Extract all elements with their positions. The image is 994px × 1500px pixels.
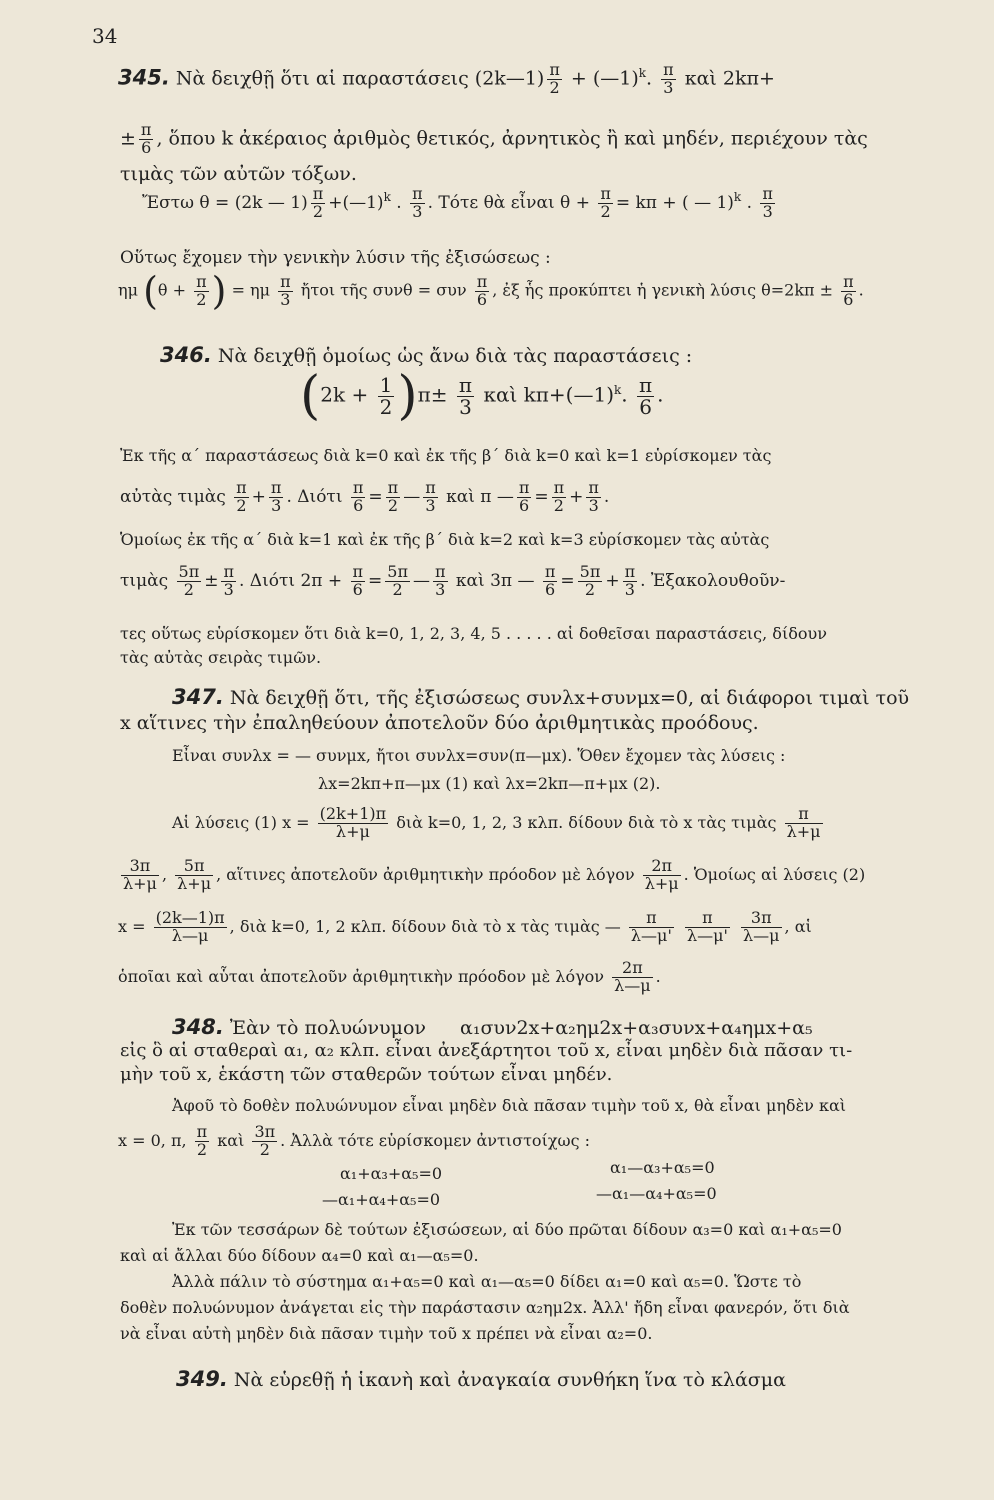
problem-348-line-8: Ἐκ τῶν τεσσάρων δὲ τούτων ἐξισώσεων, αἱ δύο πρῶται δίδουν α₃=0 καὶ α₁+α₅=0 — [172, 1220, 842, 1239]
problem-345-line-2: ± $\frac{\pi}{6}$ , ὅπου k ἀκέραιος ἀριθμὸς θετικός, ἀρνητικὸς ἢ καὶ μηδέν, περιέχουν τὰς — [120, 120, 868, 157]
problem-347-line-3: Εἶναι συνλx = — συνμx, ἤτοι συνλx=συν(π—μx). Ὅθεν ἔχομεν τὰς λύσεις : — [172, 746, 786, 765]
problem-346-line-3: Ἐκ τῆς α΄ παραστάσεως διὰ k=0 καὶ ἐκ τῆς β΄ διὰ k=0 καὶ k=1 εὑρίσκομεν τὰς — [120, 446, 772, 465]
problem-345-line-1: 345. Νὰ δειχθῇ ὅτι αἱ παραστάσεις (2k—1) $\frac{\pi}{2}$ + (—1)$^k$. $\frac{\pi}{3}$ καὶ 2kπ+ — [118, 60, 775, 97]
problem-347-line-4: λx=2kπ+π—μx (1) καὶ λx=2kπ—π+μx (2). — [318, 774, 661, 793]
problem-346-line-1: 346. Νὰ δειχθῇ ὁμοίως ὡς ἄνω διὰ τὰς παραστάσεις : — [160, 343, 693, 367]
problem-348-line-4: Ἀφοῦ τὸ δοθὲν πολυώνυμον εἶναι μηδὲν διὰ πᾶσαν τιμὴν τοῦ x, θὰ εἶναι μηδὲν καὶ — [172, 1096, 847, 1115]
problem-348-line-2: εἰς ὃ αἱ σταθεραὶ α₁, α₂ κλπ. εἶναι ἀνεξάρτητοι τοῦ x, εἶναι μηδὲν διὰ πᾶσαν τι- — [120, 1040, 853, 1061]
problem-number-345: 345. — [118, 65, 170, 90]
problem-348-line-9: καὶ αἱ ἄλλαι δύο δίδουν α₄=0 καὶ α₁—α₅=0. — [120, 1246, 479, 1265]
problem-346-formula: (2k + $\frac{1}{2}$ )π± $\frac{\pi}{3}$ καὶ kπ+(—1)$^k$. $\frac{\pi}{6}$ . — [300, 366, 664, 426]
problem-347-line-7: x = $\frac{(2k—1)\pi}{\lambda—\mu}$ , διὰ k=0, 1, 2 κλπ. δίδουν διὰ τὸ x τὰς τιμὰς — $\frac{\pi}{\lambda—\mu'}$ $\frac{\pi}{\lambda—\mu'}$ $\frac{3\pi}{\lambda—\mu}$ , αἱ — [118, 908, 812, 945]
problem-346-line-5: Ὁμοίως ἐκ τῆς α΄ διὰ k=1 καὶ ἐκ τῆς β΄ διὰ k=2 καὶ k=3 εὑρίσκομεν τὰς αὐτὰς — [120, 530, 770, 549]
problem-number-347: 347. — [172, 685, 224, 709]
problem-346-line-4: αὐτὰς τιμὰς $\frac{\pi}{2}$ + $\frac{\pi}{3}$ . Διότι $\frac{\pi}{6}$ = $\frac{\pi}{2}$ — $\frac{\pi}{3}$ καὶ π — $\frac{\pi}{6}$ = $\frac{\pi}{2}$ + $\frac{\pi}{3}$ . — [120, 478, 610, 515]
problem-345-line-5: Οὕτως ἔχομεν τὴν γενικὴν λύσιν τῆς ἐξισώσεως : — [120, 248, 551, 268]
problem-347-line-1: 347. Νὰ δειχθῇ ὅτι, τῆς ἐξισώσεως συνλx+συνμx=0, αἱ διάφοροι τιμαὶ τοῦ — [172, 685, 910, 709]
problem-349-line-1: 349. Νὰ εὑρεθῇ ἡ ἱκανὴ καὶ ἀναγκαία συνθήκη ἵνα τὸ κλάσμα — [176, 1367, 786, 1391]
problem-345-line-3: τιμὰς τῶν αὐτῶν τόξων. — [120, 163, 357, 185]
problem-345-line-4: Ἔστω θ = (2k — 1) $\frac{\pi}{2}$ +(—1)$^k$ . $\frac{\pi}{3}$ . Τότε θὰ εἶναι θ + $\frac{\pi}{2}$ = kπ + ( — 1)$^k$ . $\frac{\pi}{3}$ — [142, 184, 773, 221]
problem-346-line-8: τὰς αὐτὰς σειρὰς τιμῶν. — [120, 648, 322, 667]
problem-number-346: 346. — [160, 343, 212, 367]
problem-347-line-5: Αἱ λύσεις (1) x = $\frac{(2k+1)\pi}{\lambda+\mu}$ διὰ k=0, 1, 2, 3 κλπ. δίδουν διὰ τὸ x τὰς τιμὰς $\frac{\pi}{\lambda+\mu}$ — [172, 804, 821, 841]
equation-4: —α₁—α₄+α₅=0 — [596, 1184, 717, 1203]
problem-348-line-12: νὰ εἶναι αὐτὴ μηδὲν διὰ πᾶσαν τιμὴν τοῦ x πρέπει νὰ εἶναι α₂=0. — [120, 1324, 653, 1343]
equation-1: α₁+α₃+α₅=0 — [340, 1164, 443, 1183]
problem-345-line-6: ημ (θ + $\frac{\pi}{2}$ ) = ημ $\frac{\pi}{3}$ ἤτοι τῆς συνθ = συν $\frac{\pi}{6}$ , ἐξ ἧς προκύπτει ἡ γενικὴ λύσις θ=2kπ ± $\frac{\pi}{6}$ . — [118, 269, 864, 313]
page-number: 34 — [92, 24, 118, 48]
problem-347-line-8: ὁποῖαι καὶ αὗται ἀποτελοῦν ἀριθμητικὴν πρόοδον μὲ λόγον $\frac{2\pi}{\lambda—\mu}$ . — [118, 958, 661, 995]
problem-346-line-6: τιμὰς $\frac{5\pi}{2}$ ± $\frac{\pi}{3}$ . Διότι 2π + $\frac{\pi}{6}$ = $\frac{5\pi}{2}$ — $\frac{\pi}{3}$ καὶ 3π — $\frac{\pi}{6}$ = $\frac{5\pi}{2}$ + $\frac{\pi}{3}$ . Ἐξακολουθοῦν- — [120, 562, 786, 599]
equation-3: —α₁+α₄+α₅=0 — [322, 1190, 441, 1209]
problem-348-line-5: x = 0, π, $\frac{\pi}{2}$ καὶ $\frac{3\pi}{2}$ . Ἀλλὰ τότε εὑρίσκομεν ἀντιστοίχως : — [118, 1122, 591, 1159]
problem-348-line-3: μὴν τοῦ x, ἑκάστη τῶν σταθερῶν τούτων εἶναι μηδέν. — [120, 1064, 613, 1085]
problem-346-line-7: τες οὕτως εὑρίσκομεν ὅτι διὰ k=0, 1, 2, 3, 4, 5 . . . . . αἱ δοθεῖσαι παραστάσεις, δίδουν — [120, 624, 827, 643]
equation-2: α₁—α₃+α₅=0 — [610, 1158, 715, 1177]
problem-number-348: 348. — [172, 1015, 224, 1039]
problem-number-349: 349. — [176, 1367, 228, 1391]
problem-348-line-10: Ἀλλὰ πάλιν τὸ σύστημα α₁+α₅=0 καὶ α₁—α₅=0 δίδει α₁=0 καὶ α₅=0. Ὥστε τὸ — [172, 1272, 802, 1291]
problem-347-line-2: x αἵτινες τὴν ἐπαληθεύουν ἀποτελοῦν δύο ἀριθμητικὰς προόδους. — [120, 712, 759, 734]
problem-348-line-11: δοθὲν πολυώνυμον ἀνάγεται εἰς τὴν παράστασιν α₂ημ2x. Ἀλλ' ἤδη εἶναι φανερόν, ὅτι διὰ — [120, 1298, 850, 1317]
problem-348-line-1: 348. Ἐὰν τὸ πολυώνυμον α₁συν2x+α₂ημ2x+α₃συνx+α₄ημx+α₅ — [172, 1015, 813, 1039]
problem-347-line-6: $\frac{3\pi}{\lambda+\mu}$ , $\frac{5\pi}{\lambda+\mu}$ , αἵτινες ἀποτελοῦν ἀριθμητικὴν πρόοδον μὲ λόγον $\frac{2\pi}{\lambda+\mu}$ . Ὁμοίως αἱ λύσεις (2) — [123, 856, 866, 893]
